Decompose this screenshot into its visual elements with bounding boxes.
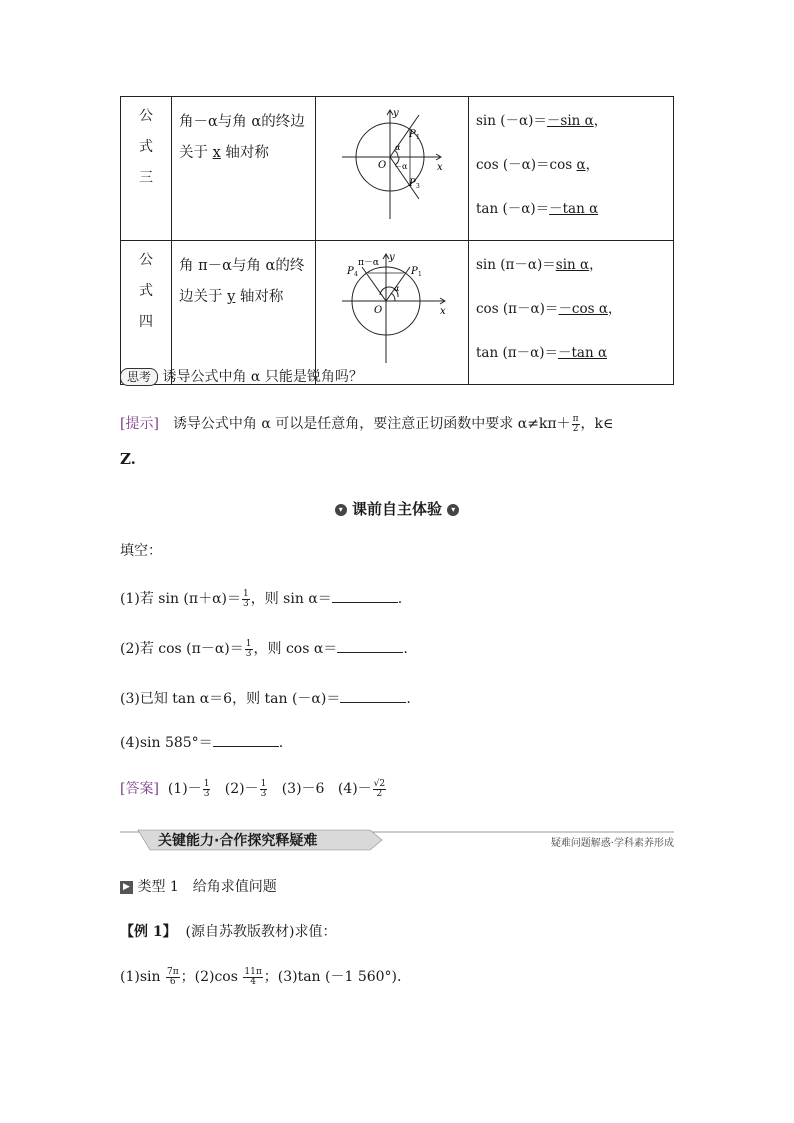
section-subtitle: 疑难问题解惑·学科素养形成 — [550, 838, 674, 849]
answer-blank — [337, 640, 403, 653]
section-title: 关键能力·合作探究释疑难 — [158, 833, 318, 849]
svg-text:3: 3 — [416, 183, 420, 190]
formula-table — [120, 96, 674, 385]
svg-text:4: 4 — [354, 271, 358, 278]
label-char: 三 — [139, 170, 153, 186]
svg-text:y: y — [389, 252, 395, 263]
chevron-down-icon: ▾ — [335, 504, 347, 516]
formula-label-cell — [121, 241, 172, 385]
svg-text:x: x — [440, 306, 446, 317]
section-header — [120, 826, 674, 854]
formula-line: tan (－α)＝－tan α — [476, 201, 599, 217]
label-char: 式 — [139, 139, 153, 155]
formula-line: tan (π－α)＝－tan α — [476, 345, 608, 361]
origin-label: O — [378, 160, 387, 171]
question-3: (3)已知 tan α＝6，则 tan (－α)＝ . — [120, 691, 411, 707]
hint-block: [提示] 诱导公式中角 α 可以是任意角，要注意正切函数中要求 α≠kπ＋ $\frac{\pi}{2}$ ，k∈ — [120, 413, 614, 434]
triangle-right-icon: ▶ — [120, 881, 133, 894]
svg-text:P: P — [411, 266, 418, 277]
question-1: (1)若 sin (π＋α)＝ $\frac{1}{3}$ ，则 sin α＝ . — [120, 588, 403, 609]
formula-description: 角－α与角 α的终边关于 x 轴对称 — [172, 97, 316, 241]
formula-label-cell — [121, 97, 172, 241]
formula-line: sin (－α)＝－sin α， — [476, 113, 608, 129]
preclass-header — [0, 498, 794, 519]
svg-text:1: 1 — [418, 271, 422, 278]
label-char: 公 — [139, 108, 153, 124]
unit-circle-diagram-x-symmetry — [316, 97, 469, 241]
question-2: (2)若 cos (π－α)＝ $\frac{1}{3}$ ，则 cos α＝ . — [120, 638, 408, 659]
table-row — [121, 241, 674, 385]
hint-text: 诱导公式中角 α 可以是任意角，要注意正切函数中要求 α≠kπ＋ — [172, 416, 571, 432]
table-row — [121, 97, 674, 241]
formula-description: 角 π－α与角 α的终边关于 y 轴对称 — [172, 241, 316, 385]
preclass-title: 课前自主体验 — [351, 500, 442, 518]
label-char: 公 — [139, 252, 153, 268]
formula-line: cos (π－α)＝－cos α， — [476, 301, 622, 317]
svg-text:α: α — [394, 284, 400, 293]
svg-text:1: 1 — [416, 134, 420, 141]
svg-text:π－α: π－α — [358, 258, 379, 268]
example-heading: 【例 1】 (源自苏教版教材)求值： — [120, 924, 337, 940]
question-4: (4)sin 585°＝ . — [120, 735, 284, 751]
answer-tag: [答案] — [120, 781, 159, 797]
unit-circle-diagram-y-symmetry — [316, 241, 469, 385]
svg-text:α: α — [395, 143, 401, 152]
formula-line: sin (π－α)＝sin α， — [476, 257, 603, 273]
answer-blank — [340, 690, 406, 703]
axis-label-y: y — [393, 108, 399, 119]
type-heading: ▶ 类型 1 给角求值问题 — [120, 876, 277, 896]
answer-blank — [332, 590, 398, 603]
think-tag: 思考 — [120, 368, 158, 386]
formula-list — [469, 97, 674, 241]
svg-text:P: P — [347, 266, 354, 277]
svg-text:P: P — [409, 178, 416, 189]
fill-heading: 填空： — [120, 543, 162, 559]
svg-text:O: O — [374, 305, 383, 316]
answer-blank — [213, 734, 279, 747]
chevron-down-icon: ▾ — [447, 504, 459, 516]
label-char: 四 — [139, 314, 153, 330]
think-block — [120, 366, 363, 386]
hint-tag: [提示] — [120, 416, 159, 432]
answer-line: [答案] (1)－ $\frac{1}{3}$ (2)－ $\frac{1}{3}$ (3)－6 (4)－ $\frac{√2}{2}$ — [120, 778, 386, 799]
formula-line: cos (－α)＝cos α， — [476, 157, 600, 173]
svg-text:P: P — [409, 129, 416, 140]
think-text: 诱导公式中角 α 只能是锐角吗？ — [162, 369, 363, 385]
svg-text:－α: －α — [394, 162, 408, 171]
example-problems: (1)sin $\frac{7\pi}{6}$ ；(2)cos $\frac{11\pi}{4}$ ；(3)tan (－1 560°). — [120, 966, 402, 987]
label-char: 式 — [139, 283, 153, 299]
formula-list — [469, 241, 674, 385]
hint-line2: Z. — [120, 450, 136, 468]
axis-label-x: x — [437, 162, 443, 173]
example-tag: 【例 1】 — [120, 924, 177, 940]
